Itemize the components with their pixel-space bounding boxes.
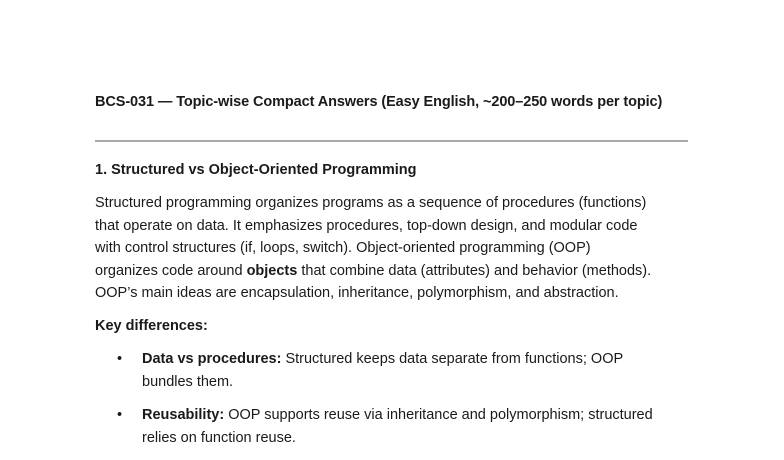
list-item-line: bundles them. (142, 373, 234, 390)
paragraph-emphasis: objects (246, 262, 298, 279)
bullet-icon: • (117, 351, 123, 367)
title-divider (95, 140, 688, 142)
list-item (95, 404, 715, 449)
document-title: BCS-031 — Topic-wise Compact Answers (Easy English, ~200–250 words per topic) (95, 94, 663, 110)
section-heading: 1. Structured vs Object-Oriented Programming (95, 162, 417, 178)
paragraph-text: that combine data (attributes) and behavior (methods). (297, 262, 652, 279)
paragraph-line (95, 260, 695, 283)
paragraph-line: that operate on data. It emphasizes procedures, top-down design, and modular code (95, 217, 638, 234)
key-differences-heading: Key differences: (95, 318, 208, 334)
paragraph-text: organizes code around (95, 262, 247, 279)
list-item-line (142, 404, 715, 427)
list-item-line (142, 348, 715, 371)
paragraph-line: with control structures (if, loops, switch). Object-oriented programming (OOP) (95, 240, 591, 256)
list-item-line: relies on function reuse. (142, 429, 296, 446)
bullet-icon: • (117, 407, 123, 423)
list-item-text: OOP supports reuse via inheritance and polymorphism; structured (224, 407, 653, 423)
list-item-text: Structured keeps data separate from functions; OOP (281, 351, 624, 367)
paragraph-line: Structured programming organizes programs as a sequence of procedures (functions) (95, 195, 647, 211)
intro-paragraph (95, 192, 695, 305)
list-item (95, 348, 715, 393)
paragraph-line: OOP’s main ideas are encapsulation, inheritance, polymorphism, and abstraction. (95, 285, 619, 301)
differences-list (95, 348, 715, 460)
list-item-term: Reusability: (142, 407, 225, 423)
list-item-term: Data vs procedures: (142, 351, 282, 367)
